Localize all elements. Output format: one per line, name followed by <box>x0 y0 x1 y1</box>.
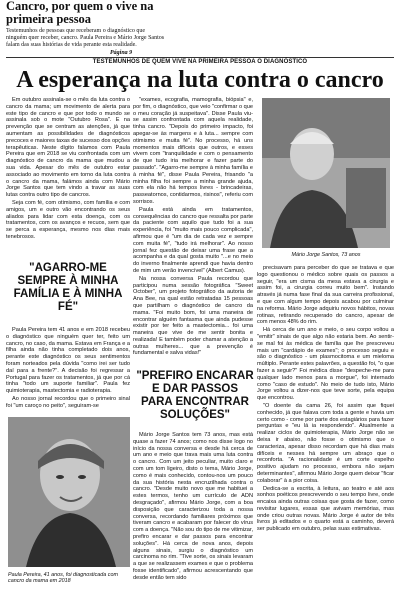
paragraph: Mário Jorge Santos tem 73 anos, mas está quase a fazer 74 anos; como nos disse logo no início da nossa conversa e desde há cerca de um ano e meio que trava mais uma luta contra o cancro. Com um jeito peculiar, muito claro e com um tom ligeiro, disto o tema, Mário Jorge, como é mais conhecido, contou-nos um pouco da sua história nesta encruzilhada contra o cancro. "Desde muito novo que me habituei a estes termos, tenho um currículo de ADN desgraçado", afirmou Mário Jorge, com a boa disposição que caracterizou toda a nossa conversa, recordando familiares próximos que tiveram cancro e acabaram por falecer do vírus com a doença. "Não sou do tipo de me vitimizar, prefiro encarar e dar passos para encontrar soluções". Há cerca de nova anos, depois alguns sinais, surgiu o diagnóstico um carcinoma no rim. "Tive sorte, os sinais levaram a que se realizassem exames e que o problema fosse identificado", afirmou acrescentando que desde então tem sido <box>133 432 253 581</box>
teaser-text: Testemunhos de pessoas que receberam o diagnóstico que ninguém quer receber, cancro. Paula Pereira e Mário Jorge Santos falam das suas histórias de vida perante esta realidade. <box>6 28 165 48</box>
paragraph: Ao nosso jornal recordou que o primeiro sinal foi "um caroço no peito", seguiram-se <box>6 395 130 409</box>
paragraph: "exames, ecografia, mamografia, biópsia" e, por fim, o diagnóstico, que veio "confirmar o que o meu coração já suspeitava". Disse Paula viu-se assim confrontada com aquela realidade, tinha cancro. "Depois do primeiro impacto, foi apegar-se às margens e à luta... sempre com otimismo e muita fé". No processo, há uns momentos mais difíceis que outros, e esses vivem com "tranquilidade e com o pensamento de que tudo iria melhorar e fazer parte do passado". "Agarro-me sempre à minha família e à minha fé", disse Paula Pereira, frisando "a minha filha foi sempre a minha grande ajuda, com ela não há tempos livres - brincadeiras, passeatornos, contidarmos, risinos", referiu com sorrisos. <box>133 97 253 205</box>
pull-quote-paula: "AGARRO-ME SEMPRE À MINHA FAMÍLIA E À MINHA FÉ" <box>13 262 123 313</box>
column-1 <box>6 97 130 242</box>
paragraph: Paula Pereira tem 41 anos e em 2018 recebeu o diagnóstico que ninguém quer ter, feito um cancro, no caso, da mama. Estava em França e a filha ainda não tinha completado dois anos, perante este diagnóstico os seus sentimentos foram norteados pela dúvida "como irei ser tudo daí para a frente?". A decisão foi regressar a Portugal para fazer os tratamentos, já que por cá tinha "todo um suporte familiar". Paula fez quimioterapia, mastectomia e radioterapia. <box>6 327 130 395</box>
paragraph: "O doente da cama 26, foi assim que fiquei conhecido, já que falava com toda a gente e havia um certo como - come por parte dos estagiários para fazer perguntas e "eu lá ia respondendo". Atualmente a realizar ciclos de quimioterapia, Mário Jorge não se deixa ir abaixo, não fosse o otimismo que o caracteriza, apesar disso recordam que há dias mais difíceis e nesses há sempre um abraço que o reconforta. "A racionalidade é um corte espelho positivo ajudam no processo, embora não sejam determinantes", afirmou Mário Jorge quem deixar "ficar colaborar" à a pior coisa. <box>257 402 394 484</box>
paragraph: Há cerca de um ano e meio, o seu corpo voltou a "emitir" sinais de que algo não estaria bem. Ao sentir-se mal foi às médica de família que lhe prescreveu mais um "cardápio de exames"; o processo seguiu e são o diagnóstico - um plasmocitoma e um mieloma múltiplo. Perante estes palavrões, a questão foi, "o que fazer a seguir?" Foi médica disse "despeche-me para qualquer lado menos para a morgue", foi internado como "caso de estudo". No meio de tudo isto, Mário Jorge voltou a dizer-nos que teve sorte, pela equipa que encontrou. <box>257 327 394 402</box>
paragraph: Dedica-se a escrita, à leitura, ao teatro e até aos sonhos poéticos prescrevendo o seu tempo livre, onde encaixa ainda outras coisas que gosta de fazer, como revisitar lugares, essas que avivam memórias, mas onde criou outras novas. Mário Jorge é autor de três livros já editados e o quarto está a caminho, deverá ser publicado em outubro, pelas suas estimativas. <box>257 485 394 533</box>
portrait-image <box>8 417 130 567</box>
column-1-continued <box>6 327 130 411</box>
paragraph: Seja com fé, com otimismo, com família e com amigos, um e outro vão encontrando os seus aliados para lidar com esta doença, com os tratamentos, com os avanços e recuos, sem que se perca a esperança, mesmo nos dias mais tenebrosos. <box>6 199 130 240</box>
teaser-box <box>6 0 166 49</box>
paragraph: precisavam para perceber do que se tratava e que logo questionou o médico sobre quais os passos a seguir, "era um cisma da mesa estava a cirurgia e assim foi, a cirurgia correu muito bem". Instando através já numa fase final da sua carreira profissional, e que com algum tempo depois acabou por culminar na reforma. Mário Jorge adquiriu novos hábitos, novas rotinas, retirando recuperado do cancro, apesar de com menos 48% do rim. <box>257 265 394 326</box>
paragraph: Em outubro assinala-se o mês da luta contra o cancro da mama; um movimento de alerta para este tipo de cancro e que por todo o mundo se assinala sob o mote "Outubro Rosa". E na prevenção que se centram as atenções, já que aumentam as possibilidades de diagnósticos precoces e maiores taxas de sucesso dos opções terapêuticas. Neste dígito falamos com Paula Pereira que em 2018 se viu confrontada com um diagnóstico de cancro da mama que mudou a sua vida. Apesar do mês de outubro estar associado ao movimento em torno da luta contra o cancro da mama, falámos ainda com Mário Jorge Santos que tem vindo a travar as suas lutas contra outro tipo de cancros. <box>6 97 130 199</box>
kicker: TESTEMUNHOS DE QUEM VIVE NA PRIMEIRA PESSOA O DIAGNÓSTICO <box>92 59 308 65</box>
headline: A esperança na luta contra o cancro <box>16 67 384 93</box>
teaser-title: Cancro, por quem o vive na primeira pessoa <box>6 0 154 26</box>
mario-photo <box>262 98 390 248</box>
column-3 <box>257 265 394 534</box>
paula-photo <box>8 417 130 567</box>
column-2-continued <box>133 432 253 583</box>
column-2 <box>133 97 253 358</box>
paragraph: Paula está ainda em tratamentos, consequências do cancro que ressalta por parte da paciente com aquilo que tudo foi a sua experiência, foi "muito mais pouco complicada", afirmou que é "um dia de cada vez e sempre com muita fé", "tudo irá melhorar". Ao nosso jornal fez questão de deixar uma frase que a acompanha e da qual gosta muito "...e no meio do inverno finalmente aprendi que havia dentro de mim um verão invencível" (Albert Camus). <box>133 206 253 274</box>
portrait-image <box>262 98 390 248</box>
paula-caption: Paula Pereira, 41 anos, foi diagnosticada com cancro da mama em 2018 <box>8 572 118 584</box>
teaser-page-ref: Página 9 <box>110 50 133 56</box>
top-rule <box>6 57 394 58</box>
paragraph: Na nossa conversa Paula recordou que participou numa sessão fotográfica "Sweet October", um projeto fotográfico da autoria de Ana Bee, na qual estão retratadas 15 pessoas que partilham o diagnóstico de cancro da mama. "Foi muito bom, foi uma maneira de encontrar alguém fantasma que ainda pudesse existir por ter feito a mastectomia... foi uma maneira que vive de me sentir bonita e realizada! E também poder chamar a atenção a outras mulheres... que a prevenção é fundamental e salva vidas!" <box>133 275 253 357</box>
mario-caption: Mário Jorge Santos, 73 anos <box>291 252 361 258</box>
pull-quote-mario: "PREFIRO ENCARAR E DAR PASSOS PARA ENCONTRAR SOLUÇÕES" <box>136 370 254 421</box>
